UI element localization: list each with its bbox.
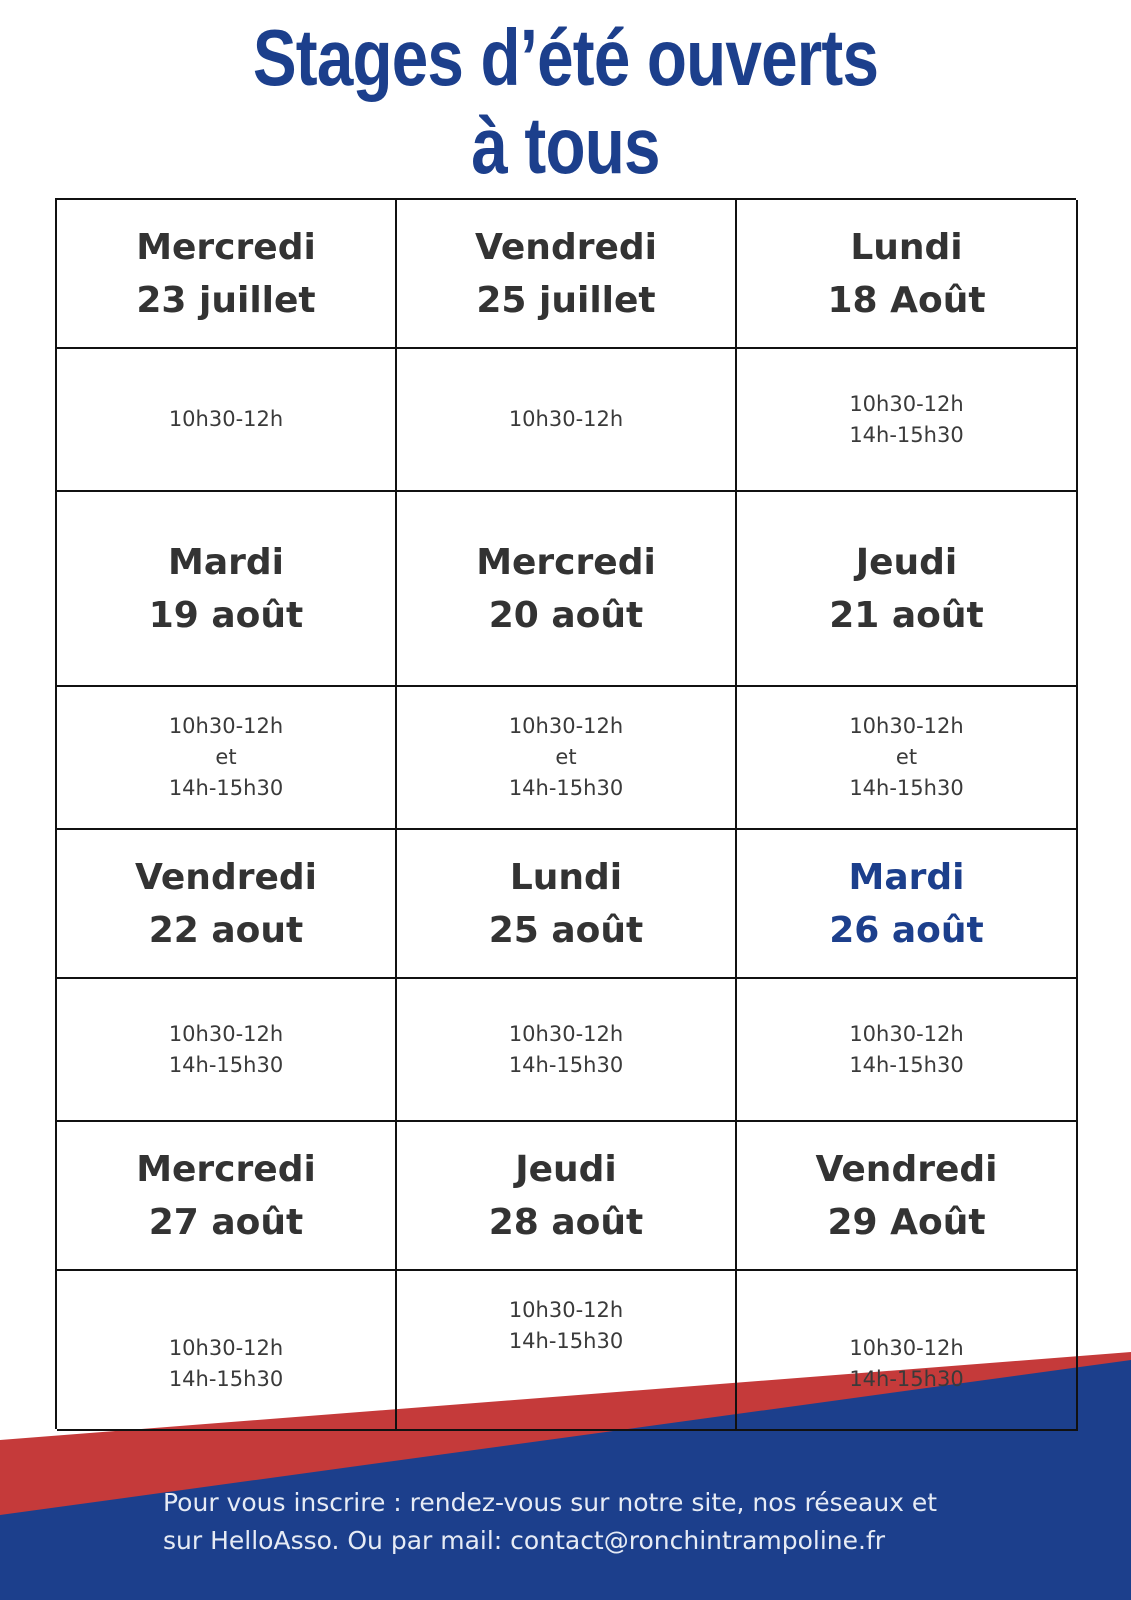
time-slot: 10h30-12h (849, 1021, 964, 1046)
time-slot: 14h-15h30 (508, 1329, 624, 1353)
day-date: 25 août (488, 909, 644, 951)
time-cell (57, 979, 397, 1122)
time-slot: 10h30-12h (508, 1021, 624, 1046)
time-slot: et (215, 745, 237, 769)
time-cell (57, 687, 397, 830)
day-date: 29 Août (827, 1201, 986, 1243)
time-cell (397, 1271, 737, 1431)
time-cell (737, 687, 1078, 830)
page-title (102, 14, 1029, 190)
time-cell (397, 349, 737, 492)
time-cell (57, 349, 397, 492)
title-line-1: Stages d’été ouverts (252, 13, 879, 102)
day-name: Lundi (850, 226, 963, 268)
day-date: 19 août (148, 594, 304, 636)
day-date: 27 août (148, 1201, 304, 1243)
day-date: 21 août (829, 594, 984, 636)
time-slot: 10h30-12h (168, 407, 284, 431)
time-slot: 14h-15h30 (508, 1052, 624, 1077)
title-line-2: à tous (471, 101, 660, 190)
time-slot: 14h-15h30 (849, 422, 964, 447)
day-date: 18 Août (827, 279, 986, 321)
time-cell (737, 1271, 1078, 1431)
day-name: Vendredi (815, 1148, 998, 1190)
day-cell (737, 200, 1078, 349)
day-cell (397, 200, 737, 349)
day-name: Mercredi (136, 226, 316, 268)
time-slot: 14h-15h30 (849, 1052, 964, 1077)
registration-info (163, 1484, 1043, 1560)
time-slot: 14h-15h30 (168, 1052, 284, 1077)
day-name: Mercredi (476, 541, 656, 583)
time-cell (737, 979, 1078, 1122)
footer-line-1: Pour vous inscrire : rendez-vous sur notre site, nos réseaux et (163, 1488, 938, 1517)
time-slot: 14h-15h30 (849, 776, 964, 800)
time-slot: 10h30-12h (508, 407, 624, 431)
day-cell (57, 492, 397, 687)
day-name: Lundi (509, 856, 623, 898)
day-name: Jeudi (515, 1148, 617, 1190)
day-date: 20 août (488, 594, 644, 636)
time-slot: 10h30-12h (168, 1336, 284, 1360)
day-date: 22 aout (148, 909, 304, 951)
time-slot: 10h30-12h (508, 714, 624, 738)
day-name: Mardi (848, 856, 965, 898)
time-cell (57, 1271, 397, 1431)
day-cell (737, 830, 1078, 979)
time-slot: 14h-15h30 (168, 776, 284, 800)
day-date: 25 juillet (476, 279, 656, 321)
time-cell (737, 349, 1078, 492)
day-cell (737, 1122, 1078, 1271)
day-cell (397, 830, 737, 979)
time-slot: 10h30-12h (849, 391, 964, 416)
day-date: 26 août (829, 909, 984, 951)
day-name: Jeudi (855, 541, 958, 583)
time-cell (397, 687, 737, 830)
time-slot: 14h-15h30 (508, 776, 624, 800)
time-slot: 10h30-12h (168, 1021, 284, 1046)
day-date: 28 août (488, 1201, 644, 1243)
time-slot: 10h30-12h (849, 1336, 964, 1360)
schedule-table (55, 198, 1076, 1429)
day-name: Mercredi (136, 1148, 316, 1190)
day-cell (57, 200, 397, 349)
day-cell (397, 492, 737, 687)
time-slot: 10h30-12h (508, 1298, 624, 1322)
time-cell (397, 979, 737, 1122)
day-name: Vendredi (135, 856, 317, 898)
day-cell (397, 1122, 737, 1271)
time-slot: et (555, 745, 577, 769)
time-slot: 14h-15h30 (849, 1367, 964, 1391)
day-name: Vendredi (475, 226, 657, 268)
time-slot: 10h30-12h (849, 714, 964, 738)
day-cell (737, 492, 1078, 687)
time-slot: 10h30-12h (168, 714, 284, 738)
day-name: Mardi (168, 541, 284, 583)
day-date: 23 juillet (136, 279, 316, 321)
day-cell (57, 1122, 397, 1271)
time-slot: 14h-15h30 (168, 1367, 284, 1391)
time-slot: et (895, 745, 918, 769)
day-cell (57, 830, 397, 979)
footer-line-2: sur HelloAsso. Ou par mail: contact@ronchintrampoline.fr (163, 1526, 886, 1555)
